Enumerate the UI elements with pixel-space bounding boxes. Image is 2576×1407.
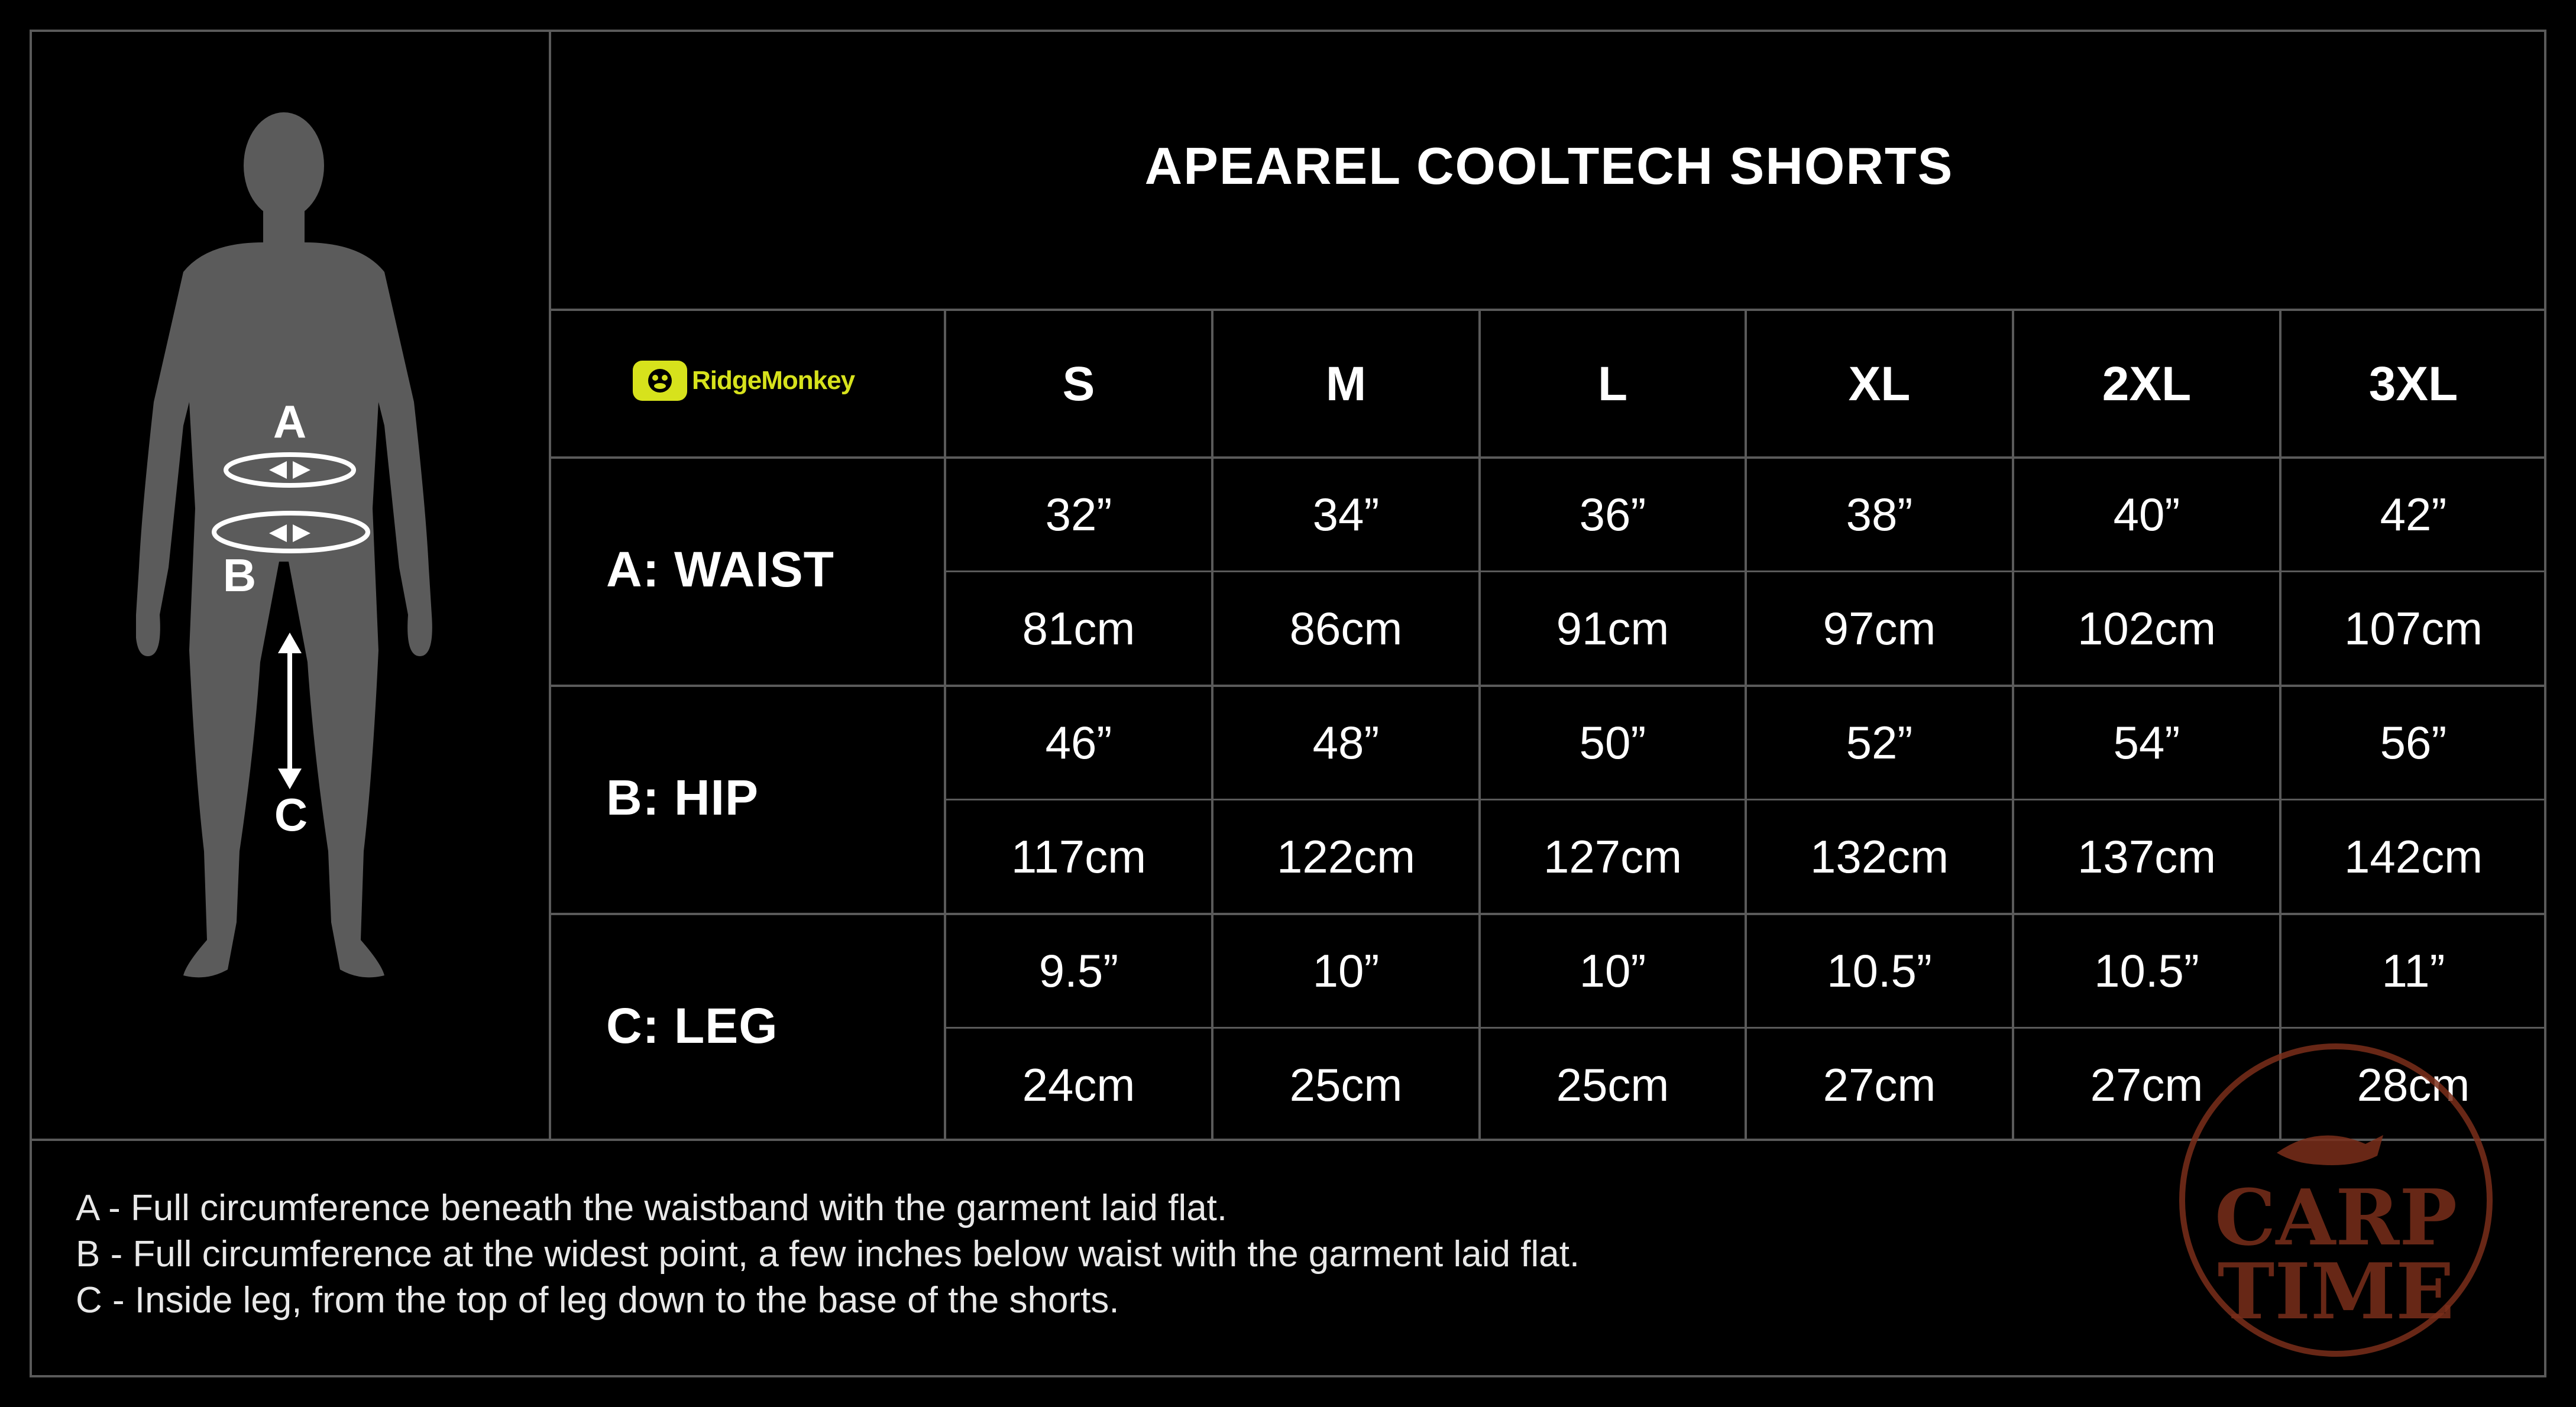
table-cell: 24cm (1022, 1059, 1135, 1111)
table-cell: 56” (2380, 717, 2447, 769)
table-cell: 137cm (2077, 831, 2216, 883)
table-cell: 117cm (1011, 831, 1147, 883)
table-cell: 28cm (2357, 1059, 2470, 1111)
carp-fish-icon (2277, 1135, 2383, 1165)
carp-time-watermark (2176, 1040, 2496, 1360)
table-cell: 27cm (1823, 1059, 1936, 1111)
table-cell: 25cm (1556, 1059, 1669, 1111)
table-cell: 50” (1579, 717, 1646, 769)
figure-label-c: C (274, 789, 308, 841)
watermark-line-1: CARP (2214, 1172, 2458, 1263)
brand-logo (633, 361, 855, 401)
brand-name: RidgeMonkey (692, 366, 855, 395)
table-cell: 42” (2380, 488, 2447, 540)
table-cell: 32” (1045, 488, 1112, 540)
table-cell: 34” (1312, 488, 1380, 540)
watermark-line-2: TIME (2217, 1246, 2455, 1337)
figure-label-a: A (273, 395, 307, 448)
size-header-2xl: 2XL (2102, 357, 2192, 411)
table-cell: 40” (2113, 488, 2180, 540)
table-cell: 97cm (1823, 602, 1936, 654)
table-cell: 10” (1312, 945, 1380, 997)
figure-label-b: B (222, 549, 257, 601)
note-b: B - Full circumference at the widest point, a few inches below waist with the garment laid flat. (76, 1234, 1580, 1275)
table-cell: 46” (1045, 717, 1112, 769)
size-header-3xl: 3XL (2368, 357, 2458, 411)
table-cell: 10.5” (2094, 945, 2199, 997)
size-header-xl: XL (1848, 357, 1911, 411)
body-figure (136, 95, 467, 1040)
row-label: B: HIP (606, 770, 759, 825)
measurement-notes (76, 1185, 1580, 1324)
table-cell: 127cm (1543, 831, 1682, 883)
table-cell: 27cm (2090, 1059, 2203, 1111)
note-c: C - Inside leg, from the top of leg down to the base of the shorts. (76, 1280, 1119, 1321)
table-cell: 122cm (1276, 831, 1416, 883)
table-cell: 54” (2113, 717, 2180, 769)
size-header-l: L (1597, 357, 1628, 411)
note-a: A - Full circumference beneath the waistband with the garment laid flat. (76, 1188, 1228, 1228)
table-cell: 102cm (2077, 602, 2216, 654)
table-cell: 52” (1846, 717, 1913, 769)
table-cell: 142cm (2344, 831, 2483, 883)
row-label: C: LEG (606, 998, 778, 1053)
table-cell: 81cm (1022, 602, 1135, 654)
table-cell: 107cm (2344, 602, 2483, 654)
table-cell: 38” (1846, 488, 1913, 540)
table-cell: 86cm (1289, 602, 1403, 654)
size-header-s: S (1062, 357, 1095, 411)
table-cell: 9.5” (1038, 945, 1119, 997)
monkey-icon (633, 361, 687, 401)
table-cell: 25cm (1289, 1059, 1403, 1111)
table-cell: 91cm (1556, 602, 1669, 654)
row-label: A: WAIST (606, 542, 834, 597)
table-cell: 132cm (1810, 831, 1949, 883)
size-header-m: M (1325, 357, 1367, 411)
table-cell: 36” (1579, 488, 1646, 540)
figure-divider (549, 30, 551, 1141)
page-title: APEAREL COOLTECH SHORTS (1144, 137, 1954, 195)
table-cell: 48” (1312, 717, 1380, 769)
table-cell: 10” (1579, 945, 1646, 997)
table-cell: 11” (2381, 945, 2445, 997)
table-cell: 10.5” (1827, 945, 1932, 997)
